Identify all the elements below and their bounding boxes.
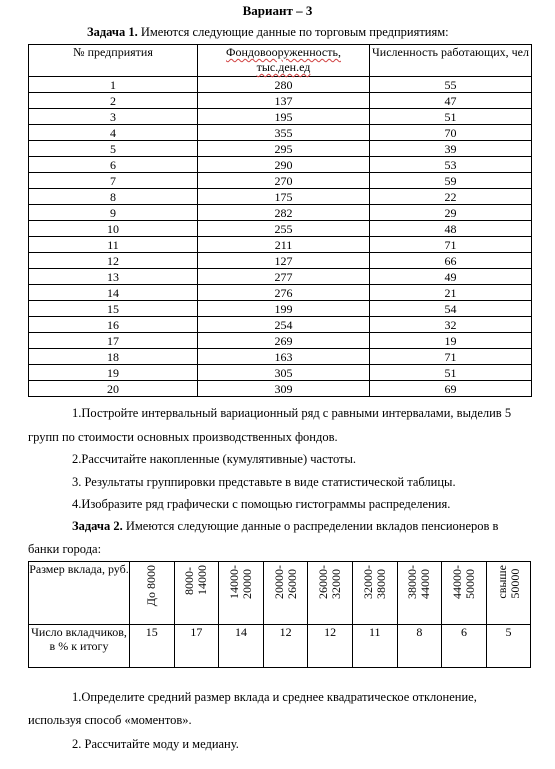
employees-cell: 21 — [370, 285, 532, 301]
table-row — [29, 221, 532, 237]
deposit-interval-label: свыше 50000 — [494, 565, 522, 599]
employees-cell: 54 — [370, 301, 532, 317]
depositors-share-cell: 12 — [308, 625, 353, 668]
table-row — [29, 189, 532, 205]
table-row — [29, 157, 532, 173]
capital-ratio-cell: 254 — [198, 317, 370, 333]
employees-cell: 51 — [370, 365, 532, 381]
depositors-share-cell: 15 — [130, 625, 175, 668]
capital-ratio-cell: 137 — [198, 93, 370, 109]
enterprise-no-cell: 8 — [29, 189, 198, 205]
deposit-interval-cell — [397, 562, 442, 625]
enterprise-no-cell: 5 — [29, 141, 198, 157]
task1-question-3: 3. Результаты группировки представьте в виде статистической таблицы. — [72, 475, 456, 489]
enterprise-no-cell: 15 — [29, 301, 198, 317]
enterprise-no-cell: 2 — [29, 93, 198, 109]
deposit-interval-cell — [263, 562, 308, 625]
depositors-share-header-text: Число вкладчиков, в % к итогу — [31, 625, 127, 653]
variant-title: Вариант – 3 — [242, 3, 313, 18]
deposit-interval-cell — [219, 562, 264, 625]
deposit-interval-cell — [442, 562, 487, 625]
deposit-interval-label: 8000- 14000 — [182, 565, 210, 595]
task2-intro — [72, 519, 498, 534]
deposit-interval-label: 26000- 32000 — [316, 565, 344, 599]
task2-intro-cont: банки города: — [28, 542, 102, 556]
enterprise-no-cell: 11 — [29, 237, 198, 253]
header-capital-ratio-text: Фондовооруженность, тыс.ден.ед — [226, 45, 341, 74]
deposit-interval-label: 32000- 38000 — [360, 565, 388, 599]
enterprise-no-cell: 7 — [29, 173, 198, 189]
task1-table-header — [29, 45, 532, 77]
table-row — [29, 93, 532, 109]
deposit-interval-cell — [174, 562, 219, 625]
depositors-share-cell: 8 — [397, 625, 442, 668]
enterprise-no-cell: 12 — [29, 253, 198, 269]
table-row — [29, 301, 532, 317]
table-row — [29, 77, 532, 93]
task2-question-1: 1.Определите средний размер вклада и среднее квадратическое отклонение, — [72, 690, 477, 704]
depositors-share-row — [29, 625, 531, 668]
capital-ratio-cell: 277 — [198, 269, 370, 285]
table-row — [29, 349, 532, 365]
employees-cell: 70 — [370, 125, 532, 141]
employees-cell: 71 — [370, 237, 532, 253]
table-row — [29, 317, 532, 333]
employees-cell: 47 — [370, 93, 532, 109]
table-row — [29, 237, 532, 253]
capital-ratio-cell: 280 — [198, 77, 370, 93]
task1-question-1: 1.Постройте интервальный вариационный ряд с равными интервалами, выделив 5 — [72, 406, 512, 420]
employees-cell: 32 — [370, 317, 532, 333]
deposit-interval-cell — [308, 562, 353, 625]
task2-question-1-cont: используя способ «моментов». — [28, 713, 192, 727]
depositors-share-cell: 6 — [442, 625, 487, 668]
enterprise-no-cell: 9 — [29, 205, 198, 221]
task1-question-4: 4.Изобразите ряд графически с помощью гистограммы распределения. — [72, 497, 451, 511]
enterprise-no-cell: 16 — [29, 317, 198, 333]
table-row — [29, 365, 532, 381]
table-row — [29, 205, 532, 221]
capital-ratio-cell: 309 — [198, 381, 370, 397]
depositors-share-cell: 11 — [352, 625, 397, 668]
table-row — [29, 173, 532, 189]
employees-cell: 66 — [370, 253, 532, 269]
employees-cell: 19 — [370, 333, 532, 349]
employees-cell: 22 — [370, 189, 532, 205]
table-row — [29, 141, 532, 157]
header-capital-ratio — [198, 45, 370, 77]
deposit-interval-label: 38000- 44000 — [405, 565, 433, 599]
task1-intro — [87, 25, 449, 40]
task2-text: Имеются следующие данные о распределении вкладов пенсионеров в — [122, 519, 499, 533]
deposit-interval-label: 44000- 50000 — [449, 565, 477, 599]
deposit-interval-cell — [130, 562, 175, 625]
deposit-interval-label: 14000- 20000 — [226, 565, 254, 599]
table-row — [29, 109, 532, 125]
employees-cell: 49 — [370, 269, 532, 285]
table-row — [29, 333, 532, 349]
enterprise-no-cell: 13 — [29, 269, 198, 285]
depositors-share-cell: 17 — [174, 625, 219, 668]
table-row — [29, 285, 532, 301]
deposit-interval-label: До 8000 — [144, 565, 159, 607]
enterprise-no-cell: 10 — [29, 221, 198, 237]
task1-label: Задача 1. — [87, 25, 138, 39]
task2-question-2: 2. Рассчитайте моду и медиану. — [72, 737, 239, 751]
depositors-share-cell: 12 — [263, 625, 308, 668]
enterprise-no-cell: 1 — [29, 77, 198, 93]
task1-question-1-cont: групп по стоимости основных производственных фондов. — [28, 430, 338, 444]
capital-ratio-cell: 290 — [198, 157, 370, 173]
deposit-size-header: Размер вклада, руб. — [29, 562, 130, 625]
deposit-interval-label: 20000- 26000 — [271, 565, 299, 599]
enterprise-no-cell: 20 — [29, 381, 198, 397]
capital-ratio-cell: 175 — [198, 189, 370, 205]
capital-ratio-cell: 195 — [198, 109, 370, 125]
depositors-share-cell: 14 — [219, 625, 264, 668]
deposit-interval-cell — [352, 562, 397, 625]
employees-cell: 29 — [370, 205, 532, 221]
depositors-share-cell: 5 — [486, 625, 531, 668]
capital-ratio-cell: 305 — [198, 365, 370, 381]
task1-table — [28, 44, 532, 397]
capital-ratio-cell: 282 — [198, 205, 370, 221]
capital-ratio-cell: 355 — [198, 125, 370, 141]
employees-cell: 48 — [370, 221, 532, 237]
capital-ratio-cell: 269 — [198, 333, 370, 349]
table-row — [29, 269, 532, 285]
capital-ratio-cell: 199 — [198, 301, 370, 317]
employees-cell: 51 — [370, 109, 532, 125]
enterprise-no-cell: 17 — [29, 333, 198, 349]
employees-cell: 53 — [370, 157, 532, 173]
enterprise-no-cell: 3 — [29, 109, 198, 125]
deposit-size-row — [29, 562, 531, 625]
employees-cell: 71 — [370, 349, 532, 365]
enterprise-no-cell: 6 — [29, 157, 198, 173]
capital-ratio-cell: 211 — [198, 237, 370, 253]
task1-text: Имеются следующие данные по торговым предприятиям: — [137, 25, 449, 39]
employees-cell: 39 — [370, 141, 532, 157]
header-employees: Численность работающих, чел — [370, 45, 532, 77]
depositors-share-header — [29, 625, 130, 668]
employees-cell: 69 — [370, 381, 532, 397]
table-row — [29, 253, 532, 269]
enterprise-no-cell: 19 — [29, 365, 198, 381]
capital-ratio-cell: 255 — [198, 221, 370, 237]
capital-ratio-cell: 276 — [198, 285, 370, 301]
header-enterprise-no: № предприятия — [29, 45, 198, 77]
employees-cell: 55 — [370, 77, 532, 93]
enterprise-no-cell: 18 — [29, 349, 198, 365]
task2-label: Задача 2. — [72, 519, 123, 533]
table-row — [29, 125, 532, 141]
capital-ratio-cell: 295 — [198, 141, 370, 157]
capital-ratio-cell: 163 — [198, 349, 370, 365]
capital-ratio-cell: 127 — [198, 253, 370, 269]
capital-ratio-cell: 270 — [198, 173, 370, 189]
enterprise-no-cell: 14 — [29, 285, 198, 301]
table-row — [29, 381, 532, 397]
task1-question-2: 2.Рассчитайте накопленные (кумулятивные) частоты. — [72, 452, 357, 466]
task2-table — [28, 561, 531, 668]
enterprise-no-cell: 4 — [29, 125, 198, 141]
deposit-interval-cell — [486, 562, 531, 625]
employees-cell: 59 — [370, 173, 532, 189]
